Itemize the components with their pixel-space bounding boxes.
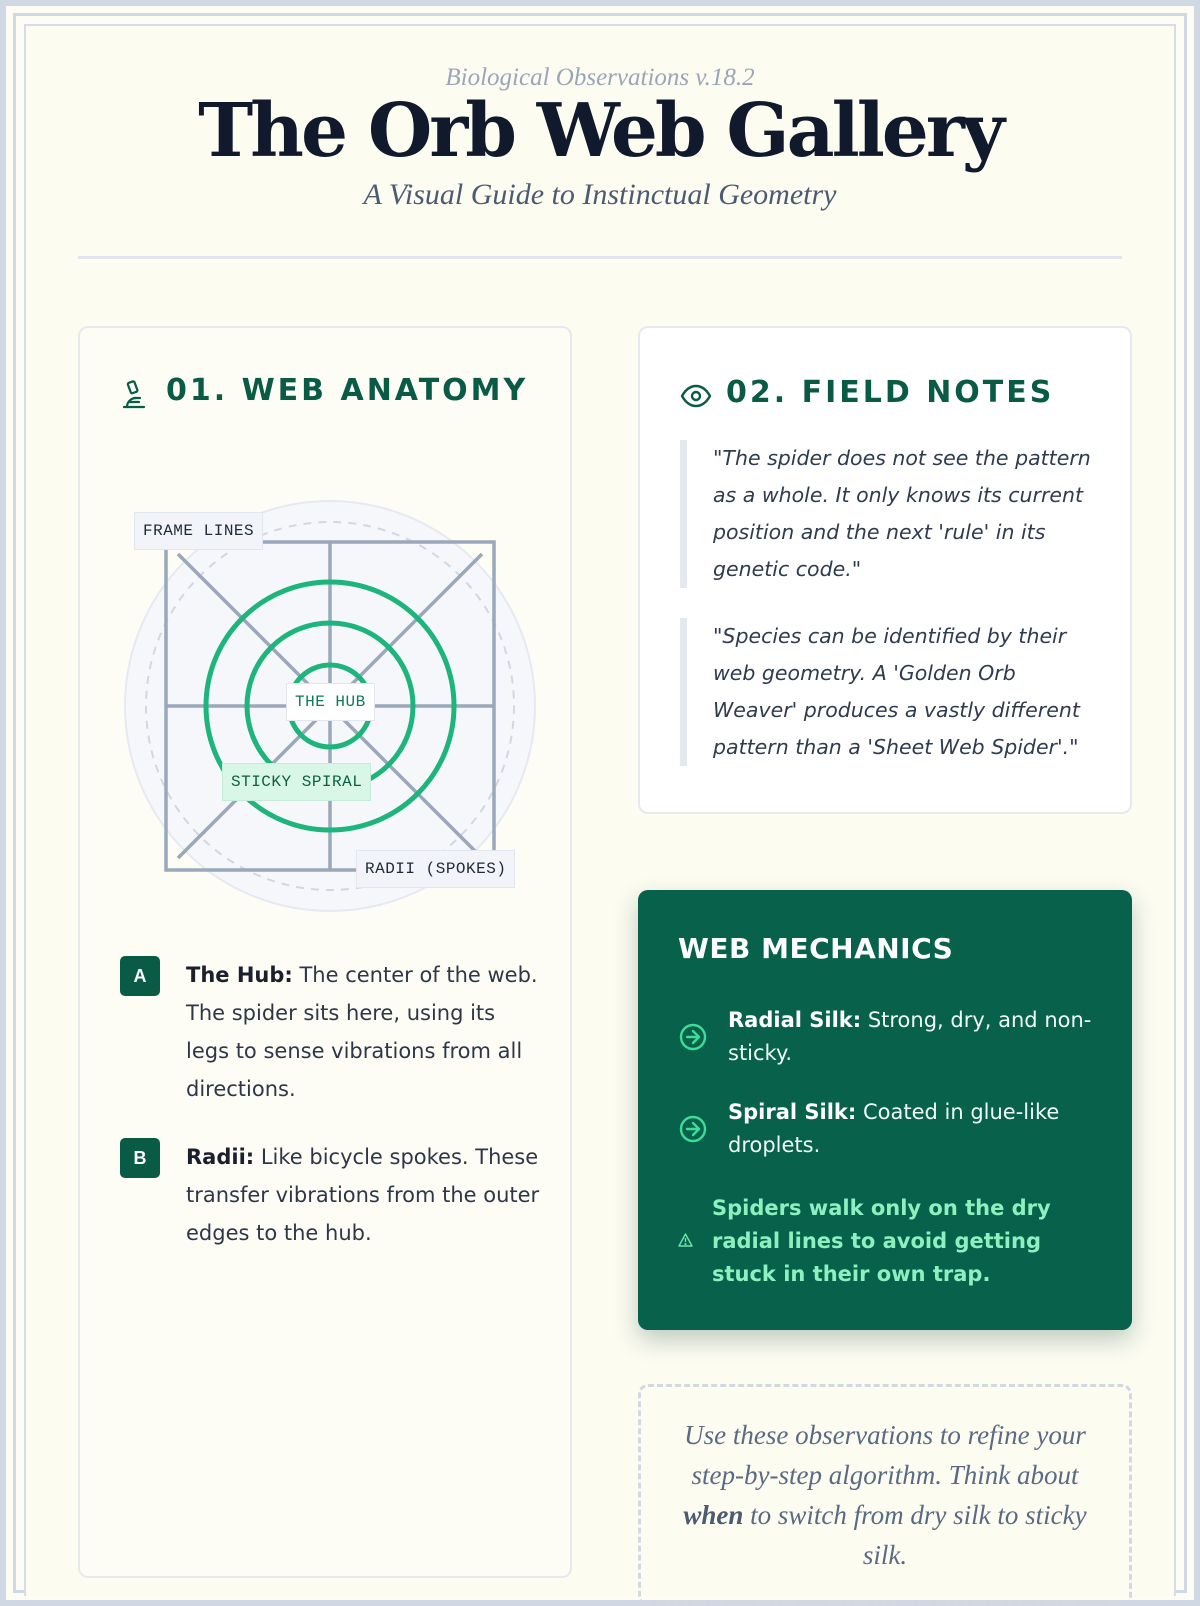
hub-label: THE HUB bbox=[286, 683, 375, 721]
field-note-quote: "The spider does not see the pattern as a whole. It only knows its current position and the next 'rule' in its genetic code." bbox=[680, 440, 1096, 588]
web-anatomy-title: 01. WEB ANATOMY bbox=[166, 373, 529, 408]
field-notes-heading bbox=[680, 370, 1100, 422]
legend-description: The center of the web. The spider sits here, using its legs to sense vibrations from all directions. bbox=[186, 963, 538, 1101]
legend-text bbox=[186, 1138, 540, 1252]
mechanics-item-spiral bbox=[678, 1096, 1098, 1162]
field-note-quote: "Species can be identified by their web geometry. A 'Golden Orb Weaver' produces a vastly different pattern than a 'Sheet Web Spider'." bbox=[680, 618, 1096, 766]
page-inner bbox=[24, 24, 1176, 1596]
header-divider bbox=[78, 256, 1122, 259]
algorithm-tip-box bbox=[638, 1384, 1132, 1606]
web-mechanics-panel bbox=[638, 890, 1132, 1330]
microscope-icon bbox=[120, 378, 154, 424]
frame-lines-label: FRAME LINES bbox=[134, 512, 263, 550]
sticky-spiral-label: STICKY SPIRAL bbox=[222, 763, 371, 801]
mechanics-description: Coated in glue-like droplets. bbox=[728, 1100, 1060, 1157]
page-frame bbox=[6, 6, 1194, 1600]
mechanics-item-radial bbox=[678, 1004, 1098, 1070]
mechanics-warning bbox=[678, 1192, 1098, 1291]
mechanics-description: Strong, dry, and non-sticky. bbox=[728, 1008, 1092, 1065]
field-notes-card bbox=[638, 326, 1132, 814]
web-mechanics-title: WEB MECHANICS bbox=[678, 932, 954, 965]
algorithm-tip-text bbox=[681, 1415, 1089, 1575]
web-anatomy-card bbox=[78, 326, 572, 1578]
page-title: The Orb Web Gallery bbox=[198, 88, 1002, 174]
legend-text bbox=[186, 956, 540, 1108]
mechanics-text bbox=[728, 1096, 1098, 1162]
mechanics-term: Radial Silk: bbox=[728, 1008, 862, 1032]
legend-badge: A bbox=[120, 956, 160, 996]
warning-icon bbox=[678, 1233, 694, 1251]
mechanics-term: Spiral Silk: bbox=[728, 1100, 857, 1124]
legend-item-hub bbox=[120, 956, 540, 1108]
page-subtitle: A Visual Guide to Instinctual Geometry bbox=[363, 178, 837, 211]
version-label: Biological Observations v.18.2 bbox=[445, 64, 755, 91]
mechanics-text bbox=[728, 1004, 1098, 1070]
web-diagram bbox=[120, 496, 540, 916]
legend-term: Radii: bbox=[186, 1145, 255, 1169]
tip-emphasis: when bbox=[683, 1500, 744, 1530]
radii-label: RADII (SPOKES) bbox=[356, 850, 515, 888]
arrow-circle-right-icon bbox=[678, 1022, 708, 1052]
arrow-circle-right-icon bbox=[678, 1114, 708, 1144]
legend-item-radii bbox=[120, 1138, 540, 1252]
web-anatomy-heading bbox=[120, 368, 540, 424]
warning-text: Spiders walk only on the dry radial lines to avoid getting stuck in their own trap. bbox=[712, 1196, 1051, 1286]
tip-text-end: to switch from dry silk to sticky silk. bbox=[743, 1500, 1087, 1570]
legend-term: The Hub: bbox=[186, 963, 293, 987]
legend-badge: B bbox=[120, 1138, 160, 1178]
field-notes-title: 02. FIELD NOTES bbox=[726, 375, 1055, 410]
tip-text-start: Use these observations to refine your step-by-step algorithm. Think about bbox=[684, 1420, 1086, 1490]
eye-icon bbox=[680, 376, 714, 422]
legend-description: Like bicycle spokes. These transfer vibrations from the outer edges to the hub. bbox=[186, 1145, 540, 1245]
